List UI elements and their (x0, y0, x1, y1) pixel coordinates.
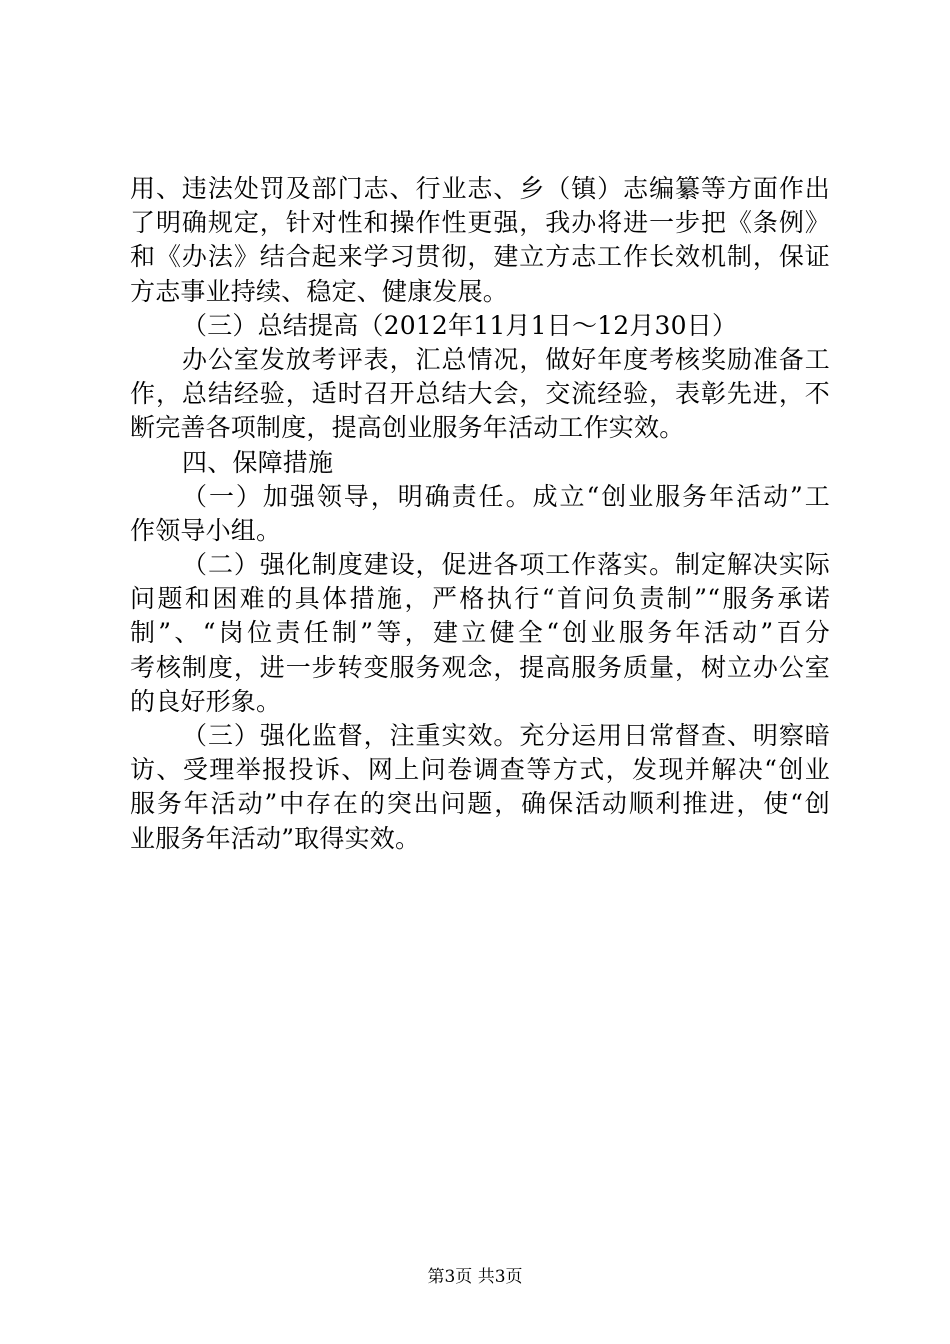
paragraph-line: 用、违法处罚及部门志、行业志、乡（镇）志编纂等方面作出 (130, 174, 830, 203)
paragraph-line: 和《办法》结合起来学习贯彻，建立方志工作长效机制，保证 (130, 242, 830, 272)
paragraph-line: 了明确规定，针对性和操作性更强，我办将进一步把《条例》 (130, 208, 830, 238)
paragraph-line: （一）加强领导，明确责任。成立“创业服务年活动”工 (182, 481, 830, 511)
paragraph-line: 业服务年活动”取得实效。 (130, 823, 421, 853)
paragraph-line: 问题和困难的具体措施，严格执行“首问负责制”“服务承诺 (130, 584, 830, 614)
document-body (130, 172, 830, 856)
paragraph-line: 制”、“岗位责任制”等，建立健全“创业服务年活动”百分 (130, 618, 830, 648)
paragraph-line: 断完善各项制度，提高创业服务年活动工作实效。 (130, 413, 685, 443)
paragraph-line: 作领导小组。 (130, 515, 282, 545)
page-footer: 第3页 共3页 (427, 1267, 523, 1287)
paragraph-line: 办公室发放考评表，汇总情况，做好年度考核奖励准备工 (182, 344, 830, 374)
section-heading: 四、保障措施 (182, 447, 334, 477)
paragraph-line: 访、受理举报投诉、网上问卷调查等方式，发现并解决“创业 (130, 755, 830, 785)
paragraph-line: 的良好形象。 (130, 686, 282, 716)
paragraph-line: 考核制度，进一步转变服务观念，提高服务质量，树立办公室 (130, 652, 830, 682)
paragraph-line: （二）强化制度建设，促进各项工作落实。制定解决实际 (182, 550, 830, 580)
paragraph-line: 方志事业持续、稳定、健康发展。 (130, 276, 509, 306)
paragraph-line: （三）强化监督，注重实效。充分运用日常督查、明察暗 (182, 721, 830, 750)
paragraph-line: 服务年活动”中存在的突出问题，确保活动顺利推进，使“创 (130, 789, 830, 819)
paragraph-line: 作，总结经验，适时召开总结大会，交流经验，表彰先进，不 (130, 379, 830, 409)
section-heading: （三）总结提高（2012年11月1日～12月30日） (182, 310, 738, 340)
